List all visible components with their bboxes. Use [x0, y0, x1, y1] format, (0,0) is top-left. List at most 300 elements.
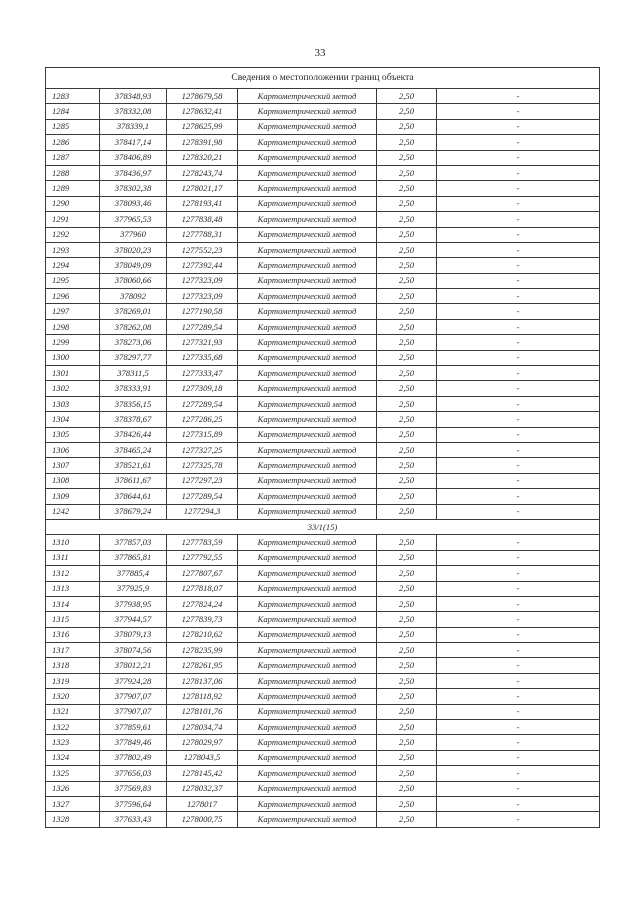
note-cell: -	[437, 273, 600, 288]
point-number-cell: 1284	[46, 104, 100, 119]
point-number-cell: 1327	[46, 796, 100, 811]
y-coordinate-cell: 1278679,58	[167, 89, 238, 104]
y-coordinate-cell: 1277309,18	[167, 381, 238, 396]
method-cell: Картометрический метод	[238, 535, 377, 550]
point-number-cell: 1307	[46, 458, 100, 473]
note-cell: -	[437, 796, 600, 811]
note-cell: -	[437, 458, 600, 473]
table-row	[46, 165, 600, 180]
x-coordinate-cell: 377859,61	[100, 720, 167, 735]
y-coordinate-cell: 1278021,17	[167, 181, 238, 196]
point-number-cell: 1289	[46, 181, 100, 196]
section-label: 33/1(15)	[46, 519, 600, 534]
point-number-cell: 1306	[46, 442, 100, 457]
point-number-cell: 1295	[46, 273, 100, 288]
point-number-cell: 1286	[46, 135, 100, 150]
y-coordinate-cell: 1277289,54	[167, 396, 238, 411]
x-coordinate-cell: 378348,93	[100, 89, 167, 104]
x-coordinate-cell: 378426,44	[100, 427, 167, 442]
y-coordinate-cell: 1277286,25	[167, 412, 238, 427]
y-coordinate-cell: 1277788,31	[167, 227, 238, 242]
point-number-cell: 1316	[46, 627, 100, 642]
accuracy-cell: 2,50	[377, 273, 437, 288]
method-cell: Картометрический метод	[238, 442, 377, 457]
x-coordinate-cell: 377656,03	[100, 766, 167, 781]
x-coordinate-cell: 377857,03	[100, 535, 167, 550]
note-cell: -	[437, 781, 600, 796]
table-row	[46, 135, 600, 150]
y-coordinate-cell: 1277552,23	[167, 242, 238, 257]
y-coordinate-cell: 1278043,5	[167, 750, 238, 765]
y-coordinate-cell: 1278101,76	[167, 704, 238, 719]
point-number-cell: 1324	[46, 750, 100, 765]
point-number-cell: 1308	[46, 473, 100, 488]
x-coordinate-cell: 378406,89	[100, 150, 167, 165]
method-cell: Картометрический метод	[238, 704, 377, 719]
method-cell: Картометрический метод	[238, 335, 377, 350]
note-cell: -	[437, 289, 600, 304]
table-row	[46, 581, 600, 596]
table-row	[46, 396, 600, 411]
method-cell: Картометрический метод	[238, 566, 377, 581]
note-cell: -	[437, 535, 600, 550]
accuracy-cell: 2,50	[377, 427, 437, 442]
table-row	[46, 273, 600, 288]
accuracy-cell: 2,50	[377, 135, 437, 150]
table-row	[46, 658, 600, 673]
point-number-cell: 1311	[46, 550, 100, 565]
note-cell: -	[437, 627, 600, 642]
table-row	[46, 150, 600, 165]
accuracy-cell: 2,50	[377, 258, 437, 273]
accuracy-cell: 2,50	[377, 566, 437, 581]
x-coordinate-cell: 378012,21	[100, 658, 167, 673]
table-row	[46, 473, 600, 488]
y-coordinate-cell: 1278118,92	[167, 689, 238, 704]
table-row	[46, 227, 600, 242]
table-row	[46, 335, 600, 350]
x-coordinate-cell: 377802,49	[100, 750, 167, 765]
table-row	[46, 673, 600, 688]
accuracy-cell: 2,50	[377, 304, 437, 319]
method-cell: Картометрический метод	[238, 242, 377, 257]
note-cell: -	[437, 735, 600, 750]
point-number-cell: 1242	[46, 504, 100, 519]
point-number-cell: 1305	[46, 427, 100, 442]
accuracy-cell: 2,50	[377, 781, 437, 796]
x-coordinate-cell: 377596,64	[100, 796, 167, 811]
y-coordinate-cell: 1277315,89	[167, 427, 238, 442]
method-cell: Картометрический метод	[238, 550, 377, 565]
point-number-cell: 1292	[46, 227, 100, 242]
table-row	[46, 242, 600, 257]
accuracy-cell: 2,50	[377, 689, 437, 704]
x-coordinate-cell: 378679,24	[100, 504, 167, 519]
note-cell: -	[437, 750, 600, 765]
x-coordinate-cell: 378093,46	[100, 196, 167, 211]
y-coordinate-cell: 1278625,99	[167, 119, 238, 134]
y-coordinate-cell: 1278017	[167, 796, 238, 811]
note-cell: -	[437, 104, 600, 119]
note-cell: -	[437, 196, 600, 211]
y-coordinate-cell: 1277335,68	[167, 350, 238, 365]
table-row	[46, 689, 600, 704]
accuracy-cell: 2,50	[377, 89, 437, 104]
note-cell: -	[437, 612, 600, 627]
accuracy-cell: 2,50	[377, 212, 437, 227]
y-coordinate-cell: 1277289,54	[167, 319, 238, 334]
method-cell: Картометрический метод	[238, 196, 377, 211]
y-coordinate-cell: 1278243,74	[167, 165, 238, 180]
accuracy-cell: 2,50	[377, 119, 437, 134]
point-number-cell: 1288	[46, 165, 100, 180]
x-coordinate-cell: 377907,07	[100, 704, 167, 719]
note-cell: -	[437, 427, 600, 442]
accuracy-cell: 2,50	[377, 165, 437, 180]
y-coordinate-cell: 1277327,25	[167, 442, 238, 457]
accuracy-cell: 2,50	[377, 396, 437, 411]
y-coordinate-cell: 1278029,97	[167, 735, 238, 750]
y-coordinate-cell: 1277783,59	[167, 535, 238, 550]
x-coordinate-cell: 378269,01	[100, 304, 167, 319]
y-coordinate-cell: 1277818,07	[167, 581, 238, 596]
point-number-cell: 1290	[46, 196, 100, 211]
point-number-cell: 1287	[46, 150, 100, 165]
x-coordinate-cell: 377965,53	[100, 212, 167, 227]
note-cell: -	[437, 596, 600, 611]
method-cell: Картометрический метод	[238, 273, 377, 288]
x-coordinate-cell: 377865,81	[100, 550, 167, 565]
point-number-cell: 1314	[46, 596, 100, 611]
method-cell: Картометрический метод	[238, 135, 377, 150]
x-coordinate-cell: 377885,4	[100, 566, 167, 581]
table-row	[46, 119, 600, 134]
accuracy-cell: 2,50	[377, 796, 437, 811]
table-row	[46, 196, 600, 211]
table-row	[46, 489, 600, 504]
table-row	[46, 289, 600, 304]
table-row	[46, 781, 600, 796]
y-coordinate-cell: 1278210,62	[167, 627, 238, 642]
note-cell: -	[437, 258, 600, 273]
note-cell: -	[437, 227, 600, 242]
table-row	[46, 350, 600, 365]
accuracy-cell: 2,50	[377, 504, 437, 519]
table-row	[46, 812, 600, 827]
point-number-cell: 1303	[46, 396, 100, 411]
y-coordinate-cell: 1278000,75	[167, 812, 238, 827]
method-cell: Картометрический метод	[238, 227, 377, 242]
method-cell: Картометрический метод	[238, 412, 377, 427]
note-cell: -	[437, 335, 600, 350]
method-cell: Картометрический метод	[238, 812, 377, 827]
method-cell: Картометрический метод	[238, 750, 377, 765]
note-cell: -	[437, 812, 600, 827]
method-cell: Картометрический метод	[238, 766, 377, 781]
note-cell: -	[437, 581, 600, 596]
accuracy-cell: 2,50	[377, 673, 437, 688]
y-coordinate-cell: 1278145,42	[167, 766, 238, 781]
note-cell: -	[437, 658, 600, 673]
x-coordinate-cell: 378611,67	[100, 473, 167, 488]
x-coordinate-cell: 377924,28	[100, 673, 167, 688]
note-cell: -	[437, 89, 600, 104]
method-cell: Картометрический метод	[238, 89, 377, 104]
table-row	[46, 366, 600, 381]
y-coordinate-cell: 1278235,99	[167, 643, 238, 658]
y-coordinate-cell: 1277824,24	[167, 596, 238, 611]
note-cell: -	[437, 181, 600, 196]
note-cell: -	[437, 504, 600, 519]
accuracy-cell: 2,50	[377, 489, 437, 504]
accuracy-cell: 2,50	[377, 720, 437, 735]
x-coordinate-cell: 378339,1	[100, 119, 167, 134]
accuracy-cell: 2,50	[377, 473, 437, 488]
method-cell: Картометрический метод	[238, 350, 377, 365]
table-row	[46, 720, 600, 735]
x-coordinate-cell: 377938,95	[100, 596, 167, 611]
accuracy-cell: 2,50	[377, 412, 437, 427]
method-cell: Картометрический метод	[238, 212, 377, 227]
y-coordinate-cell: 1278320,21	[167, 150, 238, 165]
table-row	[46, 550, 600, 565]
note-cell: -	[437, 165, 600, 180]
point-number-cell: 1310	[46, 535, 100, 550]
point-number-cell: 1325	[46, 766, 100, 781]
accuracy-cell: 2,50	[377, 242, 437, 257]
y-coordinate-cell: 1277333,47	[167, 366, 238, 381]
method-cell: Картометрический метод	[238, 673, 377, 688]
method-cell: Картометрический метод	[238, 258, 377, 273]
y-coordinate-cell: 1278261,95	[167, 658, 238, 673]
x-coordinate-cell: 378521,61	[100, 458, 167, 473]
point-number-cell: 1302	[46, 381, 100, 396]
y-coordinate-cell: 1277792,55	[167, 550, 238, 565]
accuracy-cell: 2,50	[377, 812, 437, 827]
method-cell: Картометрический метод	[238, 458, 377, 473]
point-number-cell: 1309	[46, 489, 100, 504]
y-coordinate-cell: 1277321,93	[167, 335, 238, 350]
point-number-cell: 1299	[46, 335, 100, 350]
accuracy-cell: 2,50	[377, 550, 437, 565]
x-coordinate-cell: 378074,56	[100, 643, 167, 658]
y-coordinate-cell: 1277323,09	[167, 273, 238, 288]
note-cell: -	[437, 442, 600, 457]
table-row	[46, 596, 600, 611]
table-row	[46, 704, 600, 719]
accuracy-cell: 2,50	[377, 535, 437, 550]
point-number-cell: 1319	[46, 673, 100, 688]
point-number-cell: 1293	[46, 242, 100, 257]
accuracy-cell: 2,50	[377, 227, 437, 242]
note-cell: -	[437, 720, 600, 735]
point-number-cell: 1297	[46, 304, 100, 319]
y-coordinate-cell: 1277392,44	[167, 258, 238, 273]
method-cell: Картометрический метод	[238, 504, 377, 519]
table-row	[46, 258, 600, 273]
table-row	[46, 89, 600, 104]
note-cell: -	[437, 489, 600, 504]
method-cell: Картометрический метод	[238, 612, 377, 627]
method-cell: Картометрический метод	[238, 643, 377, 658]
note-cell: -	[437, 350, 600, 365]
accuracy-cell: 2,50	[377, 596, 437, 611]
y-coordinate-cell: 1278034,74	[167, 720, 238, 735]
method-cell: Картометрический метод	[238, 581, 377, 596]
note-cell: -	[437, 766, 600, 781]
x-coordinate-cell: 377633,43	[100, 812, 167, 827]
note-cell: -	[437, 412, 600, 427]
table-row	[46, 458, 600, 473]
table-row	[46, 643, 600, 658]
x-coordinate-cell: 377907,07	[100, 689, 167, 704]
table-row	[46, 735, 600, 750]
method-cell: Картометрический метод	[238, 473, 377, 488]
point-number-cell: 1301	[46, 366, 100, 381]
x-coordinate-cell: 378273,06	[100, 335, 167, 350]
method-cell: Картометрический метод	[238, 796, 377, 811]
y-coordinate-cell: 1277297,23	[167, 473, 238, 488]
table-row	[46, 796, 600, 811]
x-coordinate-cell: 378465,24	[100, 442, 167, 457]
accuracy-cell: 2,50	[377, 581, 437, 596]
point-number-cell: 1328	[46, 812, 100, 827]
method-cell: Картометрический метод	[238, 181, 377, 196]
note-cell: -	[437, 150, 600, 165]
table-row	[46, 535, 600, 550]
y-coordinate-cell: 1278632,41	[167, 104, 238, 119]
accuracy-cell: 2,50	[377, 335, 437, 350]
note-cell: -	[437, 689, 600, 704]
method-cell: Картометрический метод	[238, 289, 377, 304]
accuracy-cell: 2,50	[377, 458, 437, 473]
method-cell: Картометрический метод	[238, 489, 377, 504]
accuracy-cell: 2,50	[377, 442, 437, 457]
point-number-cell: 1283	[46, 89, 100, 104]
y-coordinate-cell: 1277294,3	[167, 504, 238, 519]
note-cell: -	[437, 212, 600, 227]
note-cell: -	[437, 304, 600, 319]
x-coordinate-cell: 377925,9	[100, 581, 167, 596]
note-cell: -	[437, 319, 600, 334]
x-coordinate-cell: 378356,15	[100, 396, 167, 411]
x-coordinate-cell: 377569,83	[100, 781, 167, 796]
x-coordinate-cell: 378436,97	[100, 165, 167, 180]
note-cell: -	[437, 366, 600, 381]
section-header-row	[46, 519, 600, 534]
point-number-cell: 1291	[46, 212, 100, 227]
accuracy-cell: 2,50	[377, 627, 437, 642]
y-coordinate-cell: 1278137,06	[167, 673, 238, 688]
table-row	[46, 766, 600, 781]
table-row	[46, 381, 600, 396]
point-number-cell: 1320	[46, 689, 100, 704]
x-coordinate-cell: 378079,13	[100, 627, 167, 642]
y-coordinate-cell: 1277325,78	[167, 458, 238, 473]
point-number-cell: 1300	[46, 350, 100, 365]
method-cell: Картометрический метод	[238, 381, 377, 396]
accuracy-cell: 2,50	[377, 766, 437, 781]
method-cell: Картометрический метод	[238, 150, 377, 165]
table-row	[46, 566, 600, 581]
x-coordinate-cell: 378332,08	[100, 104, 167, 119]
point-number-cell: 1326	[46, 781, 100, 796]
accuracy-cell: 2,50	[377, 750, 437, 765]
x-coordinate-cell: 378092	[100, 289, 167, 304]
method-cell: Картометрический метод	[238, 627, 377, 642]
x-coordinate-cell: 378417,14	[100, 135, 167, 150]
boundary-coordinates-table	[45, 67, 600, 828]
accuracy-cell: 2,50	[377, 612, 437, 627]
x-coordinate-cell: 378297,77	[100, 350, 167, 365]
x-coordinate-cell: 378644,61	[100, 489, 167, 504]
method-cell: Картометрический метод	[238, 104, 377, 119]
point-number-cell: 1296	[46, 289, 100, 304]
accuracy-cell: 2,50	[377, 381, 437, 396]
note-cell: -	[437, 566, 600, 581]
table-row	[46, 504, 600, 519]
point-number-cell: 1323	[46, 735, 100, 750]
method-cell: Картометрический метод	[238, 735, 377, 750]
y-coordinate-cell: 1277807,67	[167, 566, 238, 581]
x-coordinate-cell: 378378,67	[100, 412, 167, 427]
note-cell: -	[437, 673, 600, 688]
method-cell: Картометрический метод	[238, 165, 377, 180]
accuracy-cell: 2,50	[377, 658, 437, 673]
y-coordinate-cell: 1277323,09	[167, 289, 238, 304]
note-cell: -	[437, 119, 600, 134]
accuracy-cell: 2,50	[377, 643, 437, 658]
note-cell: -	[437, 242, 600, 257]
point-number-cell: 1317	[46, 643, 100, 658]
accuracy-cell: 2,50	[377, 150, 437, 165]
y-coordinate-cell: 1277839,73	[167, 612, 238, 627]
table-row	[46, 304, 600, 319]
accuracy-cell: 2,50	[377, 289, 437, 304]
method-cell: Картометрический метод	[238, 366, 377, 381]
x-coordinate-cell: 378333,91	[100, 381, 167, 396]
accuracy-cell: 2,50	[377, 366, 437, 381]
note-cell: -	[437, 396, 600, 411]
table-row	[46, 750, 600, 765]
point-number-cell: 1318	[46, 658, 100, 673]
accuracy-cell: 2,50	[377, 196, 437, 211]
x-coordinate-cell: 378262,08	[100, 319, 167, 334]
x-coordinate-cell: 378049,09	[100, 258, 167, 273]
point-number-cell: 1315	[46, 612, 100, 627]
note-cell: -	[437, 704, 600, 719]
method-cell: Картометрический метод	[238, 658, 377, 673]
table-row	[46, 181, 600, 196]
point-number-cell: 1304	[46, 412, 100, 427]
table-row	[46, 212, 600, 227]
point-number-cell: 1298	[46, 319, 100, 334]
x-coordinate-cell: 377849,46	[100, 735, 167, 750]
accuracy-cell: 2,50	[377, 735, 437, 750]
method-cell: Картометрический метод	[238, 119, 377, 134]
point-number-cell: 1285	[46, 119, 100, 134]
x-coordinate-cell: 377944,57	[100, 612, 167, 627]
point-number-cell: 1312	[46, 566, 100, 581]
table-title: Сведения о местоположении границ объекта	[46, 68, 600, 89]
table-row	[46, 319, 600, 334]
x-coordinate-cell: 378020,23	[100, 242, 167, 257]
x-coordinate-cell: 378311,5	[100, 366, 167, 381]
x-coordinate-cell: 378302,38	[100, 181, 167, 196]
method-cell: Картометрический метод	[238, 396, 377, 411]
method-cell: Картометрический метод	[238, 596, 377, 611]
y-coordinate-cell: 1277838,48	[167, 212, 238, 227]
